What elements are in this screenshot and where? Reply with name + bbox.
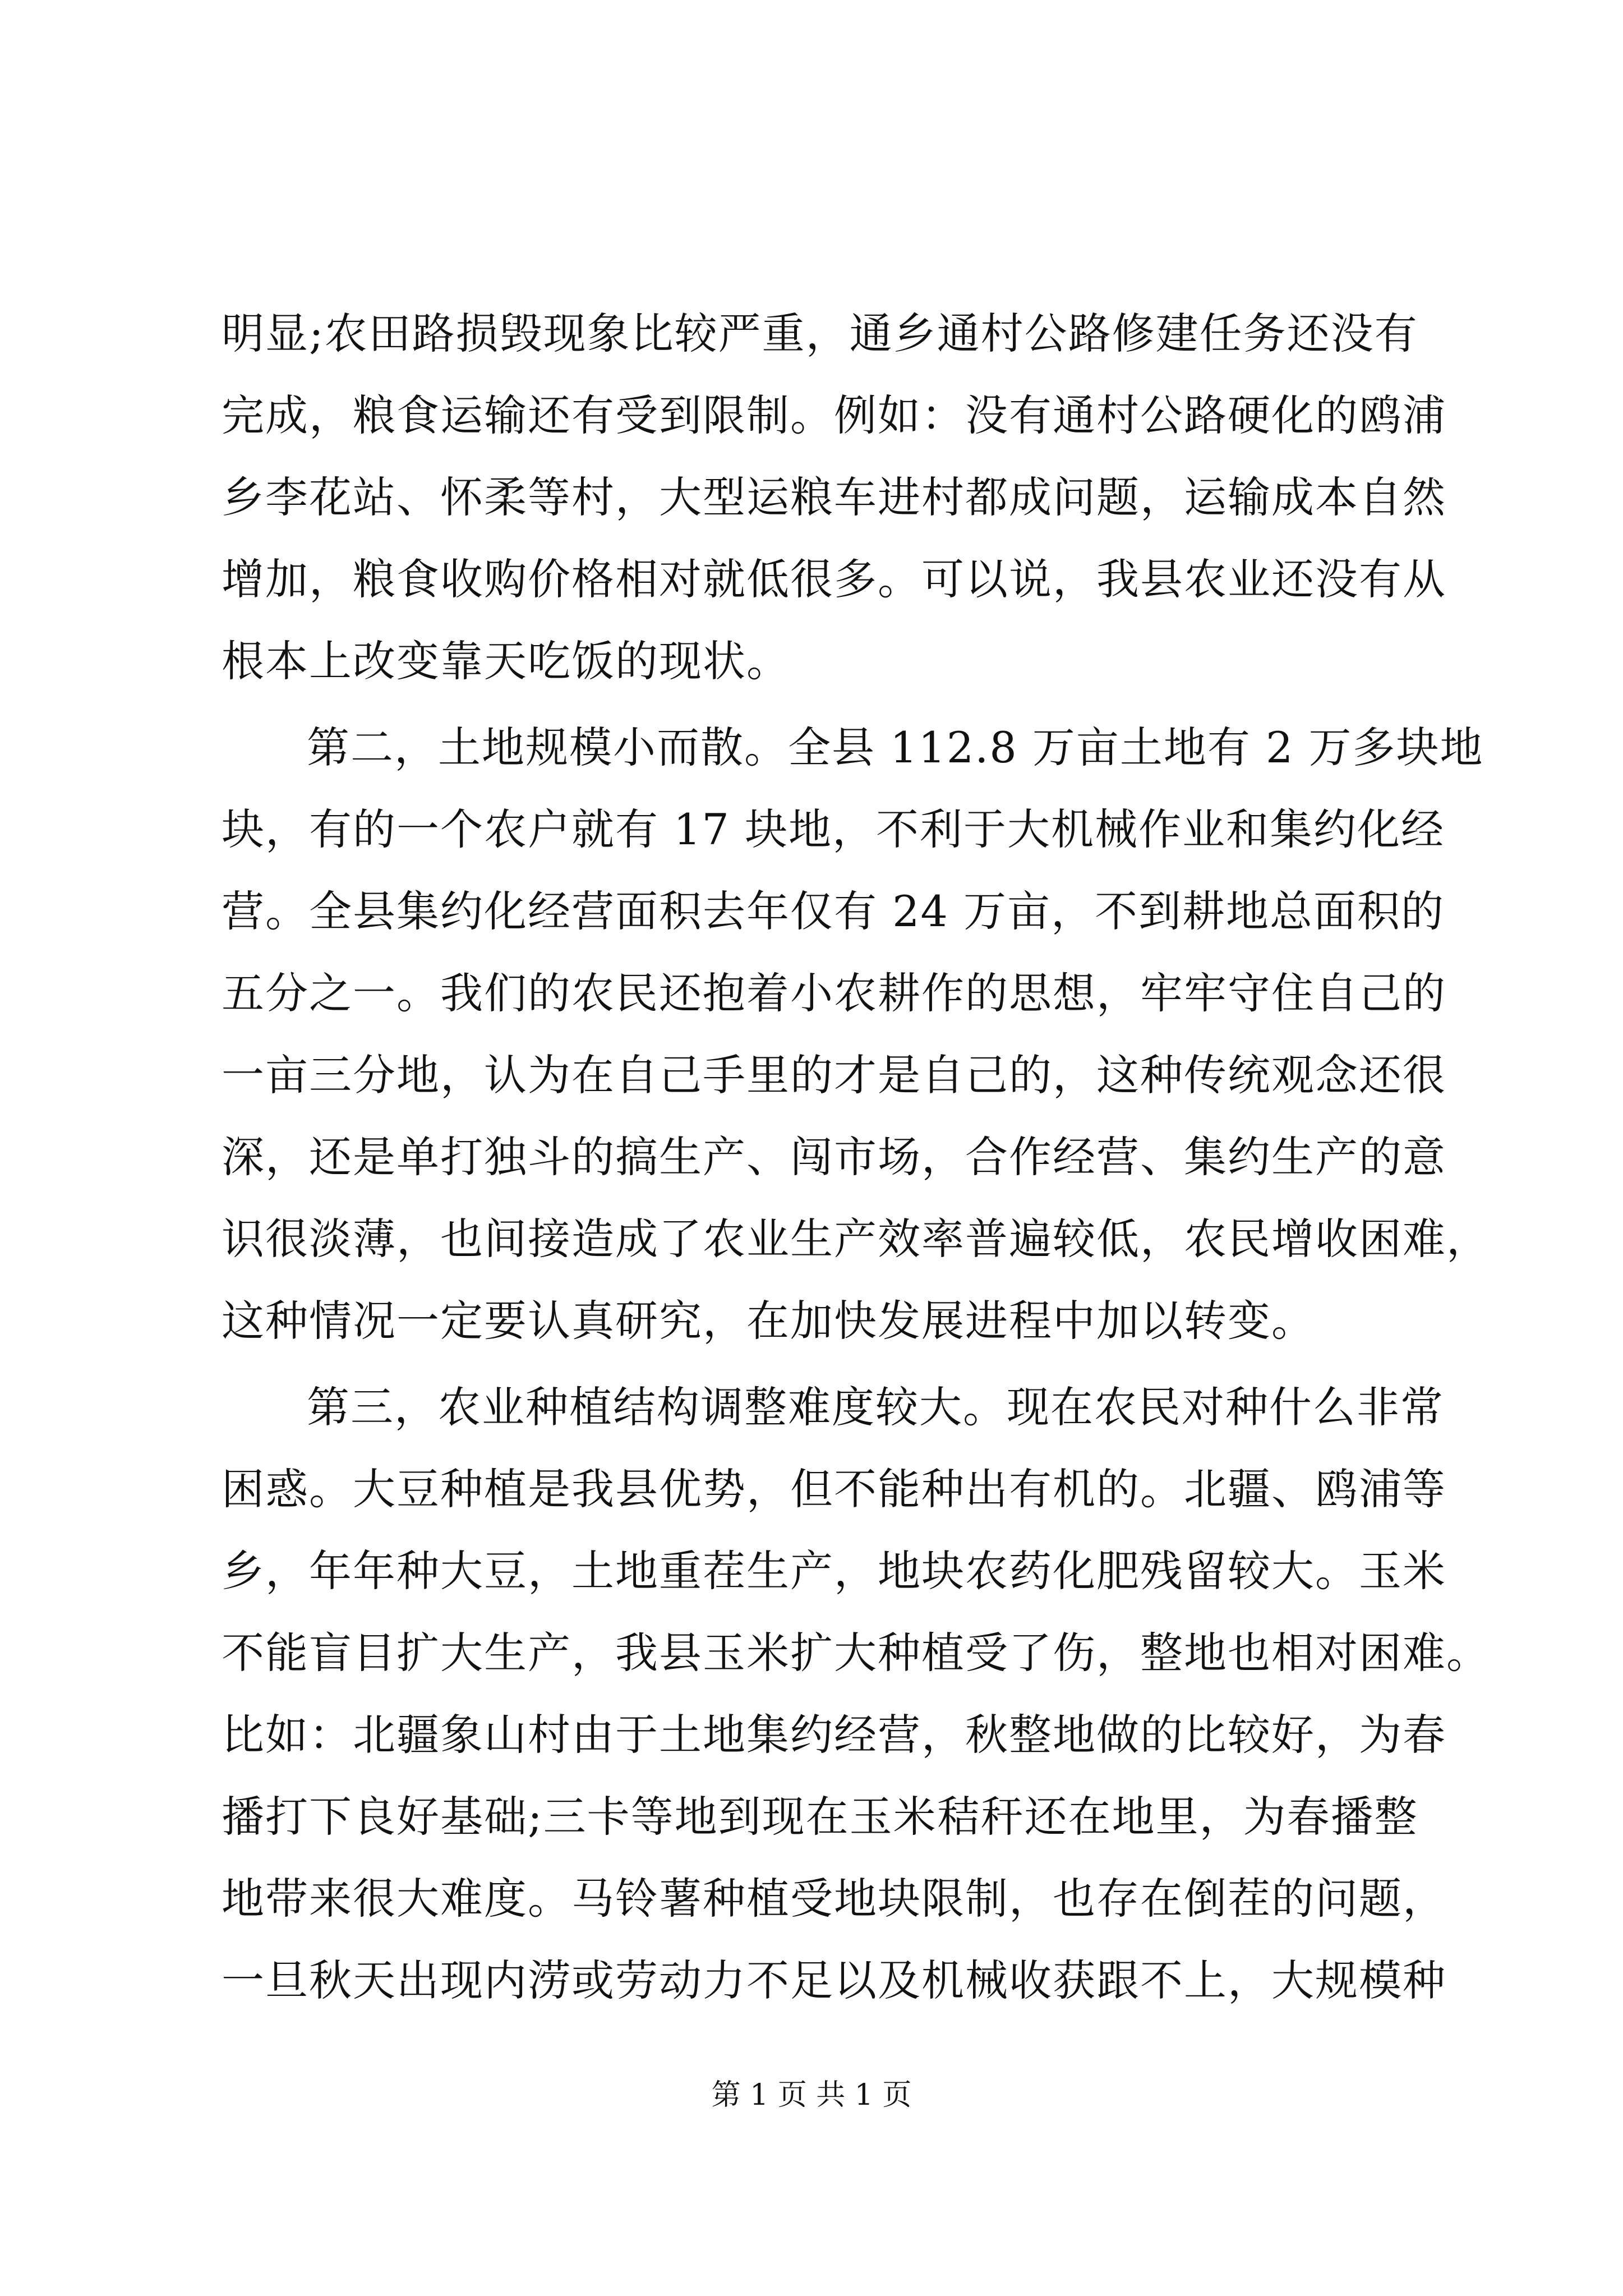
text-line: 一亩三分地，认为在自己手里的才是自己的，这种传统观念还很 bbox=[222, 1050, 1446, 1100]
text-line: 困惑。大豆种植是我县优势，但不能种出有机的。北疆、鸥浦等 bbox=[222, 1464, 1446, 1514]
text-line: 这种情况一定要认真研究，在加快发展进程中加以转变。 bbox=[222, 1296, 1315, 1346]
text-line: 不能盲目扩大生产，我县玉米扩大种植受了伤，整地也相对困难。 bbox=[222, 1628, 1490, 1678]
text-line: 营。全县集约化经营面积去年仅有 24 万亩，不到耕地总面积的 bbox=[222, 886, 1445, 936]
document-body bbox=[222, 293, 1490, 2022]
text-line: 根本上改变靠天吃饭的现状。 bbox=[222, 636, 790, 686]
page-number-footer: 第 1 页 共 1 页 bbox=[711, 2078, 912, 2112]
text-line: 一旦秋天出现内涝或劳动力不足以及机械收获跟不上，大规模种 bbox=[222, 1955, 1446, 2005]
text-line: 增加，粮食收购价格相对就低很多。可以说，我县农业还没有从 bbox=[222, 554, 1446, 604]
text-line: 播打下良好基础;三卡等地到现在玉米秸秆还在地里，为春播整 bbox=[222, 1792, 1418, 1842]
text-line: 明显;农田路损毁现象比较严重，通乡通村公路修建任务还没有 bbox=[222, 309, 1418, 358]
text-line: 深，还是单打独斗的搞生产、闯市场，合作经营、集约生产的意 bbox=[222, 1132, 1446, 1182]
text-line: 识很淡薄，也间接造成了农业生产效率普遍较低，农民增收困难， bbox=[222, 1214, 1490, 1264]
text-line: 五分之一。我们的农民还抱着小农耕作的思想，牢牢守住自己的 bbox=[222, 968, 1446, 1018]
text-line: 乡，年年种大豆，土地重茬生产，地块农药化肥残留较大。玉米 bbox=[222, 1546, 1446, 1596]
text-line: 地带来很大难度。马铃薯种植受地块限制，也存在倒茬的问题， bbox=[222, 1874, 1446, 1924]
text-line: 乡李花站、怀柔等村，大型运粮车进村都成问题，运输成本自然 bbox=[222, 472, 1446, 522]
text-line: 块，有的一个农户就有 17 块地，不利于大机械作业和集约化经 bbox=[222, 804, 1445, 854]
paragraph-start-line: 第二，土地规模小而散。全县 112.8 万亩土地有 2 万多块地 bbox=[307, 723, 1484, 772]
paragraph-start-line: 第三，农业种植结构调整难度较大。现在农民对种什么非常 bbox=[307, 1382, 1444, 1432]
text-line: 比如：北疆象山村由于土地集约经营，秋整地做的比较好，为春 bbox=[222, 1710, 1446, 1760]
text-line: 完成，粮食运输还有受到限制。例如：没有通村公路硬化的鸥浦 bbox=[222, 390, 1446, 440]
